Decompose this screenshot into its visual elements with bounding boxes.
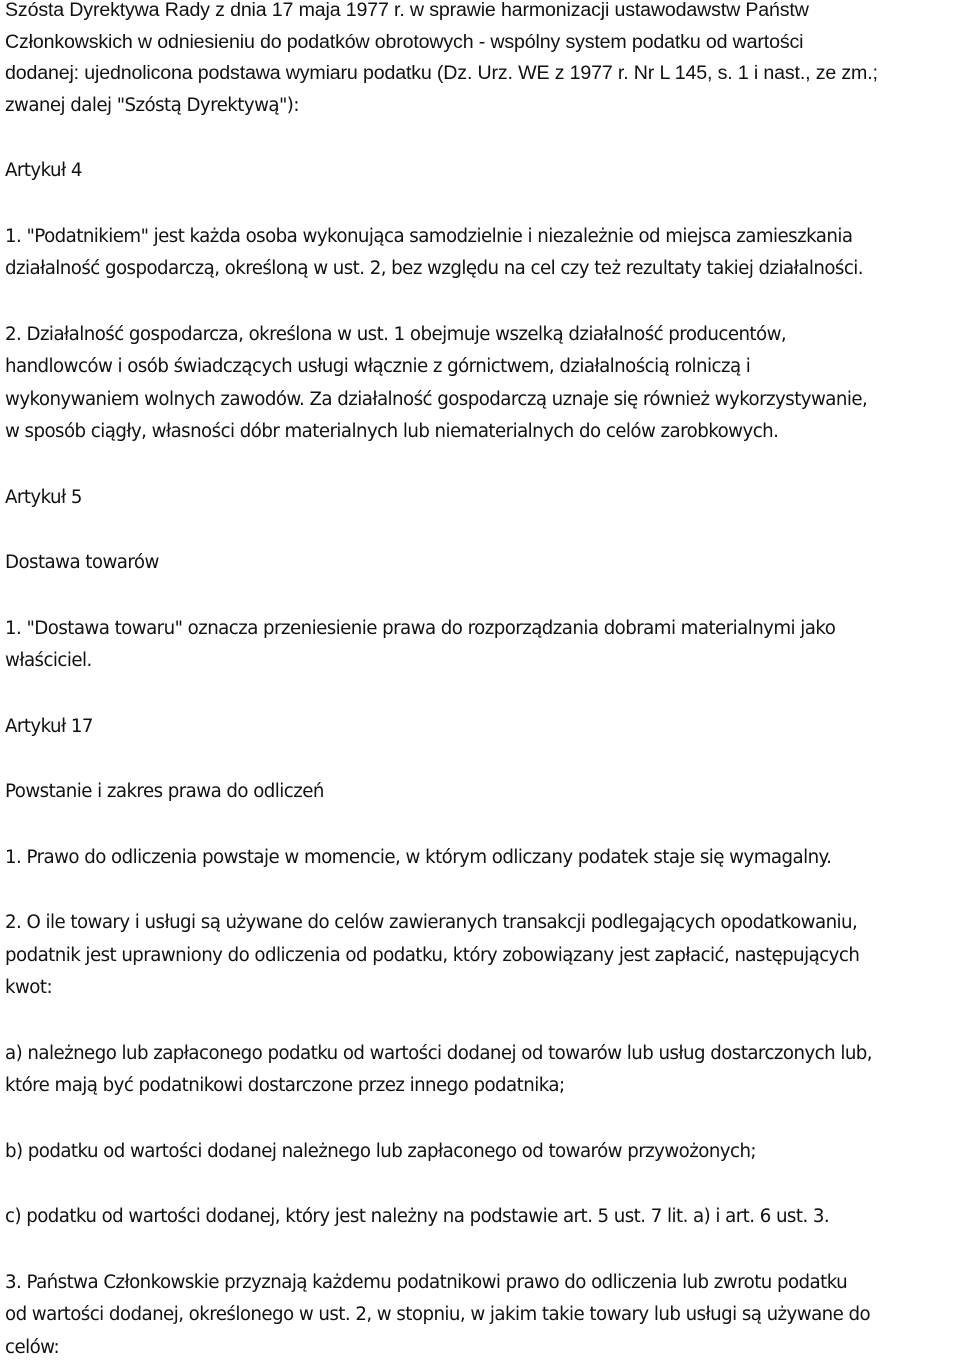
text-line: kwot: <box>5 972 960 1005</box>
article-17-subheading: Powstanie i zakres prawa do odliczeń <box>5 776 960 809</box>
article-17-heading: Artykuł 17 <box>5 711 960 744</box>
text-line: działalność gospodarczą, określoną w ust. 2, bez względu na cel czy też rezultaty takiej działalności. <box>5 253 960 286</box>
article-5-paragraph-1 <box>5 613 960 678</box>
article-17-paragraph-3 <box>5 1267 960 1364</box>
text-line: 1. Prawo do odliczenia powstaje w momencie, w którym odliczany podatek staje się wymagalny. <box>5 842 960 875</box>
text-line: 1. "Podatnikiem" jest każda osoba wykonująca samodzielnie i niezależnie od miejsca zamieszkania <box>5 221 960 254</box>
text-line: podatnik jest uprawniony do odliczenia od podatku, który zobowiązany jest zapłacić, następujących <box>5 940 960 973</box>
text-line: b) podatku od wartości dodanej należnego lub zapłaconego od towarów przywożonych; <box>5 1136 960 1169</box>
text-line: 2. Działalność gospodarcza, określona w ust. 1 obejmuje wszelką działalność producentów, <box>5 319 960 352</box>
article-17-point-c <box>5 1201 960 1234</box>
title-line: dodanej: ujednolicona podstawa wymiaru podatku (Dz. Urz. WE z 1977 r. Nr L 145, s. 1 i nast., ze zm.; <box>5 58 960 90</box>
text-line: wykonywaniem wolnych zawodów. Za działalność gospodarczą uznaje się również wykorzystywanie, <box>5 384 960 417</box>
article-17-paragraph-1 <box>5 842 960 875</box>
text-line: a) należnego lub zapłaconego podatku od wartości dodanej od towarów lub usług dostarczonych lub, <box>5 1038 960 1071</box>
text-line: które mają być podatnikowi dostarczone przez innego podatnika; <box>5 1070 960 1103</box>
article-17-point-b <box>5 1136 960 1169</box>
article-5-heading: Artykuł 5 <box>5 482 960 515</box>
text-line: w sposób ciągły, własności dóbr materialnych lub niematerialnych do celów zarobkowych. <box>5 416 960 449</box>
text-line: handlowców i osób świadczących usługi włącznie z górnictwem, działalnością rolniczą i <box>5 351 960 384</box>
article-4-heading: Artykuł 4 <box>5 155 960 188</box>
article-5-subheading: Dostawa towarów <box>5 547 960 580</box>
text-line: właściciel. <box>5 645 960 678</box>
text-line: 1. "Dostawa towaru" oznacza przeniesienie prawa do rozporządzania dobrami materialnymi jako <box>5 613 960 646</box>
article-4-paragraph-1 <box>5 221 960 286</box>
title-tail: zwanej dalej "Szóstą Dyrektywą"): <box>5 90 960 123</box>
text-line: 2. O ile towary i usługi są używane do celów zawieranych transakcji podlegających opodatkowaniu, <box>5 907 960 940</box>
text-line: celów: <box>5 1332 960 1364</box>
text-line: 3. Państwa Członkowskie przyznają każdemu podatnikowi prawo do odliczenia lub zwrotu podatku <box>5 1267 960 1300</box>
title-line: Szósta Dyrektywa Rady z dnia 17 maja 1977 r. w sprawie harmonizacji ustawodawstw Państw <box>5 0 960 27</box>
article-17-paragraph-2 <box>5 907 960 1005</box>
article-4-paragraph-2 <box>5 319 960 449</box>
document-title <box>5 0 960 90</box>
title-line: Członkowskich w odniesieniu do podatków obrotowych - wspólny system podatku od wartości <box>5 27 960 59</box>
text-line: c) podatku od wartości dodanej, który jest należny na podstawie art. 5 ust. 7 lit. a) i art. 6 ust. 3. <box>5 1201 960 1234</box>
text-line: od wartości dodanej, określonego w ust. 2, w stopniu, w jakim takie towary lub usługi są używane do <box>5 1299 960 1332</box>
article-17-point-a <box>5 1038 960 1103</box>
